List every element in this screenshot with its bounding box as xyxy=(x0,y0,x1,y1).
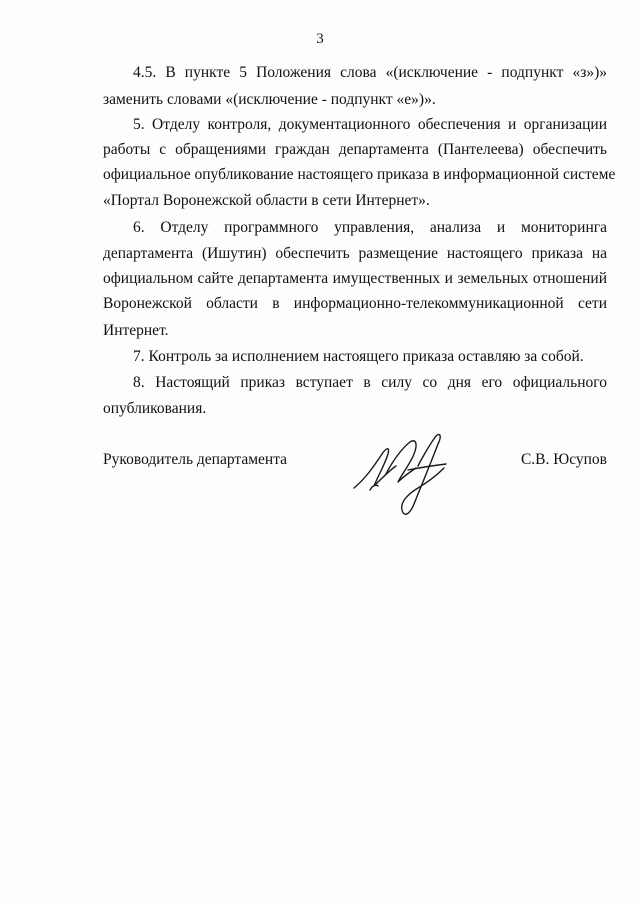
paragraph-4-5-line-1: 4.5. В пункте 5 Положения слова «(исключение - подпункт «з»)» xyxy=(133,64,607,81)
paragraph-6-line-1: 6. Отделу программного управления, анализа и мониторинга xyxy=(133,219,607,236)
paragraph-5-line-2: работы с обращениями граждан департамента (Пантелеева) обеспечить xyxy=(103,141,607,158)
paragraph-7-line-1: 7. Контроль за исполнением настоящего приказа оставляю за собой. xyxy=(133,348,584,365)
paragraph-8-line-2: опубликования. xyxy=(103,400,207,417)
page-number: 3 xyxy=(316,31,324,47)
handwritten-signature-icon xyxy=(352,430,462,520)
paragraph-5-line-3: официальное опубликование настоящего приказа в информационной системе xyxy=(103,166,616,183)
paragraph-8-line-1: 8. Настоящий приказ вступает в силу со дня его официального xyxy=(133,374,607,391)
paragraph-6-line-4: Воронежской области в информационно-телекоммуникационной сети xyxy=(103,295,607,312)
paragraph-5-line-1: 5. Отделу контроля, документационного обеспечения и организации xyxy=(133,116,607,133)
paragraph-4-5-line-2: заменить словами «(исключение - подпункт «е»)». xyxy=(103,91,436,108)
signatory-title: Руководитель департамента xyxy=(103,451,288,468)
paragraph-6-line-3: официальном сайте департамента имущественных и земельных отношений xyxy=(103,270,607,287)
paragraph-6-line-2: департамента (Ишутин) обеспечить размещение настоящего приказа на xyxy=(103,245,607,262)
paragraph-6-line-5: Интернет. xyxy=(103,322,169,339)
paragraph-5-line-4: «Портал Воронежской области в сети Интернет». xyxy=(103,192,430,209)
signatory-name: С.В. Юсупов xyxy=(520,451,607,468)
